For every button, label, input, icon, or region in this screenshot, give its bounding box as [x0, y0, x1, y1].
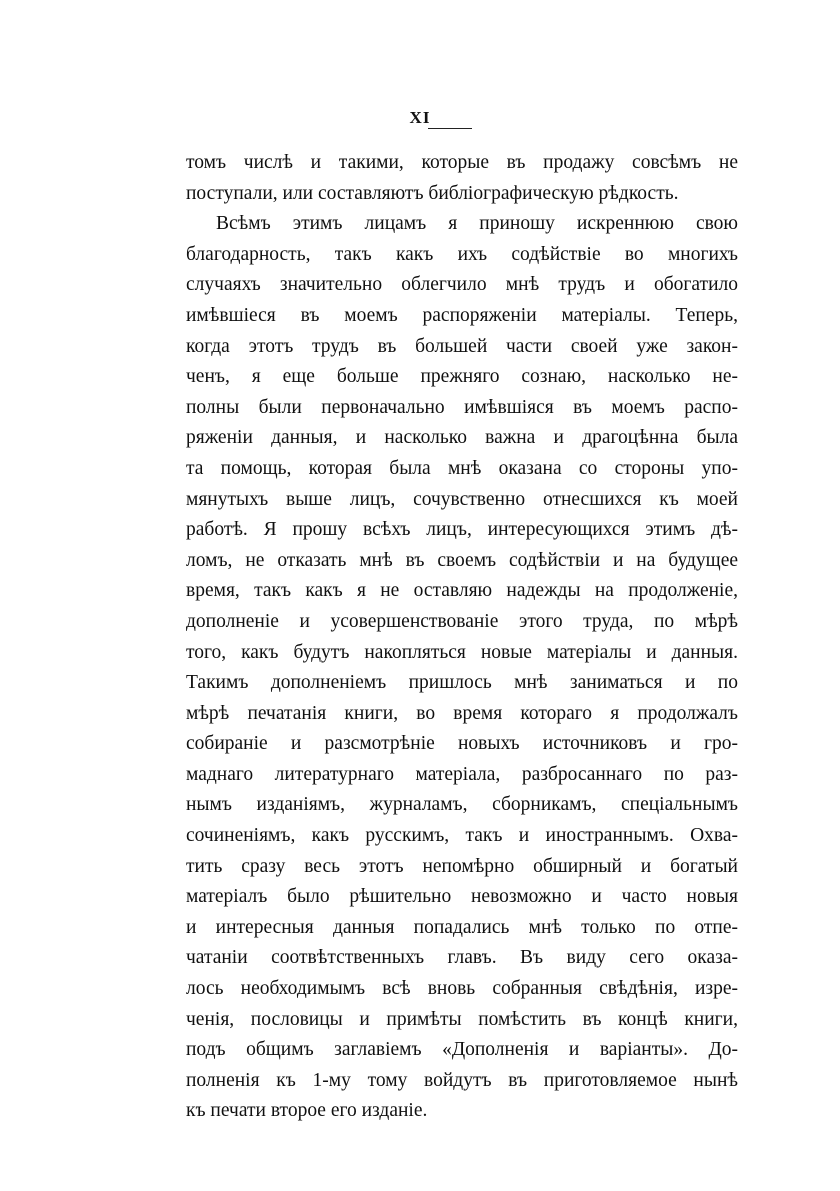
text-line: маднаго литературнаго матеріала, разбросаннаго по раз-	[186, 763, 738, 785]
text-line: ряженіи данныя, и насколько важна и драгоцѣнна была	[186, 427, 738, 449]
text-line: работѣ. Я прошу всѣхъ лицъ, интересующихся этимъ дѣ-	[186, 519, 738, 541]
text-line: Такимъ дополненіемъ пришлось мнѣ заниматься и по	[186, 672, 738, 694]
text-line: собираніе и разсмотрѣніе новыхъ источниковъ и гро-	[186, 733, 738, 755]
text-line: ченъ, я еще больше прежняго сознаю, насколько не-	[186, 366, 738, 388]
text-line: подъ общимъ заглавіемъ «Дополненія и варіанты». До-	[186, 1039, 738, 1061]
text-line: поступали, или составляютъ библіографическую рѣдкость.	[186, 182, 679, 204]
text-line: лось необходимымъ всѣ вновь собранныя свѣдѣнія, изре-	[186, 978, 738, 1000]
text-line: тить сразу весь этотъ непомѣрно обширный и богатый	[186, 855, 738, 877]
text-line: когда этотъ трудъ въ большей части своей уже закон-	[186, 335, 738, 357]
text-line: и интересныя данныя попадались мнѣ только по отпе-	[186, 916, 738, 938]
page-number: XI	[409, 108, 431, 127]
text-line: полны были первоначально имѣвшіяся въ моемъ распо-	[186, 396, 738, 418]
text-line: матеріалъ было рѣшительно невозможно и часто новыя	[186, 886, 738, 908]
header-rule	[428, 128, 472, 129]
text-line: томъ числѣ и такими, которые въ продажу совсѣмъ не	[186, 152, 738, 173]
text-line: чатаніи соотвѣтственныхъ главъ. Въ виду сего оказа-	[186, 947, 738, 969]
text-line: ченія, пословицы и примѣты помѣстить въ концѣ книги,	[186, 1008, 738, 1030]
text-line: мянутыхъ выше лицъ, сочувственно отнесшихся къ моей	[186, 488, 738, 510]
text-line: къ печати второе его изданіе.	[186, 1100, 428, 1122]
paragraph-start-line: Всѣмъ этимъ лицамъ я приношу искреннюю свою	[216, 213, 738, 235]
text-line: имѣвшіеся въ моемъ распоряженіи матеріалы. Теперь,	[186, 304, 738, 326]
body-text	[186, 148, 738, 1127]
text-line: та помощь, которая была мнѣ оказана со стороны упо-	[186, 457, 738, 479]
text-line: того, какъ будутъ накопляться новые матеріалы и данныя.	[186, 641, 738, 663]
text-line: время, такъ какъ я не оставляю надежды на продолженіе,	[186, 580, 738, 602]
text-line: ломъ, не отказать мнѣ въ своемъ содѣйствіи и на будущее	[186, 549, 738, 571]
text-line: нымъ изданіямъ, журналамъ, сборникамъ, спеціальнымъ	[186, 794, 738, 816]
text-line: мѣрѣ печатанія книги, во время котораго я продолжалъ	[186, 702, 738, 724]
text-line: полненія къ 1-му тому войдутъ въ приготовляемое нынѣ	[186, 1069, 738, 1091]
text-line: случаяхъ значительно облегчило мнѣ трудъ и обогатило	[186, 274, 738, 296]
text-line: благодарность, такъ какъ ихъ содѣйствіе во многихъ	[186, 243, 738, 265]
text-line: дополненіе и усовершенствованіе этого труда, по мѣрѣ	[186, 610, 738, 632]
text-line: сочиненіямъ, какъ русскимъ, такъ и иностраннымъ. Охва-	[186, 825, 738, 847]
